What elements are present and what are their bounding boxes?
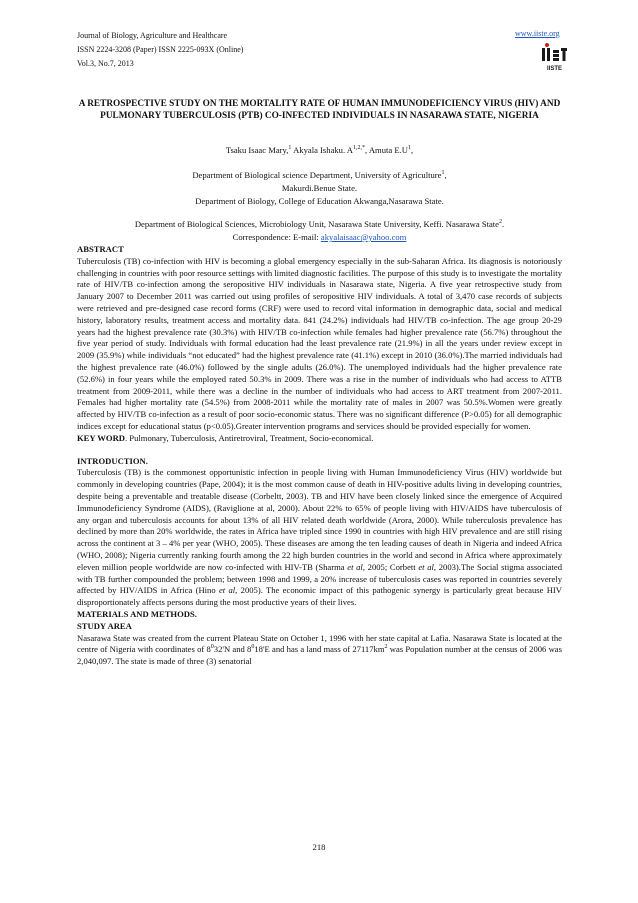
affiliation-3-sup: 2 xyxy=(499,219,503,226)
journal-volume: Vol.3, No.7, 2013 xyxy=(77,59,134,68)
author-1-sup: 1 xyxy=(288,145,292,152)
introduction-heading: INTRODUCTION. xyxy=(77,455,148,466)
study-text-c: 18'E and has a land mass of 27117km xyxy=(254,644,385,655)
affiliation-3 xyxy=(77,218,562,244)
email-link[interactable]: akyalaisaac@yahoo.com xyxy=(320,232,407,242)
iiste-logo xyxy=(541,42,568,72)
study-sup-1: 0 xyxy=(210,644,214,651)
introduction-paragraph xyxy=(77,467,562,609)
study-text-a: Nasarawa State was created from the current Plateau State on October 1, 1996 with her state capital at Lafia. Nasarawa State is located at the centre of Nigeria with coordinates of 8 xyxy=(77,632,562,655)
affiliation-2: Department of Biology, College of Education Akwanga,Nasarawa State. xyxy=(195,196,444,206)
affiliation-3-text: Department of Biological Sciences, Microbiology Unit, Nasarawa State University, Keffi. Nasarawa State xyxy=(134,219,500,229)
author-3: , Amuta E.U xyxy=(365,145,408,155)
correspondence-label: Correspondence: E-mail: xyxy=(232,232,321,242)
intro-etal-3: et al xyxy=(218,585,236,596)
journal-name: Journal of Biology, Agriculture and Healthcare xyxy=(77,31,228,40)
keywords-text: . Pulmonary, Tuberculosis, Antiretroviral, Treatment, Socio-economical. xyxy=(125,432,374,443)
affiliation-1-text: Department of Biological science Department, University of Agriculture xyxy=(192,170,442,180)
abstract-heading: ABSTRACT xyxy=(77,244,124,254)
author-2-sup: 1,2,* xyxy=(353,145,365,152)
keywords-label: KEY WORD xyxy=(77,432,125,443)
author-2: Akyala Ishaku. A xyxy=(291,145,353,155)
methods-heading: MATERIALS AND METHODS. xyxy=(77,608,197,619)
author-line xyxy=(77,144,562,157)
intro-text-a: Tuberculosis (TB) is the commonest opportunistic infection in people living with Human Immunodeficiency Virus (HIV) worldwide but commonly in developing countries (Pape, 2004); it is the most common cause of death in HIV-positive adults living in developing countries, despite being a preventable and treatable disease (Corbeltt, 2003). TB and HIV have been closely linked since the emergence of Acquired Immunodeficiency Syndrome (AIDS), (Raviglione at al, 2000). About 22% to 65% of people living with HIV/AIDS have tuberculosis of any organ and tuberculosis accounts for about 13% of all HIV related death worldwide (Arora, 2000). While tuberculosis prevalence has declined by more than 20% worldwide, the rates in Africa have tripled since 1990 in countries with high HIV prevalence and are still rising across the continent at 3 – 4% per year (WHO, 2005). These diseases are among the ten leading causes of death in Nigeria and indeed Africa (WHO, 2008); Nigeria currently ranking fourth among the 22 high burden countries in the world and second in Africa where approximately eleven million people worldwide are now co-infected with HIV-TB (Sharma xyxy=(77,467,562,572)
study-text-d: was Population number at the census of 2006 was 2,040,097. The state is made of three (3) senatorial xyxy=(77,644,562,667)
study-area-heading: STUDY AREA xyxy=(77,620,132,631)
author-3-sup: 1 xyxy=(407,145,411,152)
intro-etal-1: et al xyxy=(347,561,363,572)
affiliation-1-end: , xyxy=(444,170,447,180)
affiliation-3-end: . xyxy=(502,219,505,229)
abstract-text: Tuberculosis (TB) co-infection with HIV is becoming a global emergency especially in the sub-Saharan Africa. Its diagnosis is notoriously challenging in countries with poor resource settings with limited diagnostic facilities. The purpose of this study is to investigate the mortality rate of HIV/TB co-infection among the seropositive HIV individuals in Nasarawa state, Nigeria. A five year retrospective study from January 2007 to December 2011 was carried out using profiles of seropositive HIV individuals. A total of 3,470 case records of subjects were retrieved and pre-designed case record forms (CRF) were used to record vital information in demographic data, social and medical history, laboratory results, treatment access and mortality data. 841 (24.2%) individuals had HIV/TB co-infection. The age group 20-29 years had the highest prevalence rate (30.3%) with HIV/TB co-infection while females had higher prevalence rate (56.7%) throughout the five year period of study. Individuals with formal education had the least prevalence rate (21.9%) in all the years under review except in 2009 (35.9%) while individuals “not educated” had the highest prevalence rate (41.1%) except in 2010 (36.0%).The married individuals had the highest prevalence rate (46.0%) followed by the single adults (26.0%). The unemployed individuals had the higher prevalence rate (52.6%) in four years while the employed rated 50.3% in 2009. There was a rise in the number of individuals who had access to ATTB treatment from 2009-2011, while there was a decline in the number of individuals who had access to ART treatment from 2007-2011. Females had higher mortality rate (54.5%) from 2008-2011 while the mortality rate of males in 2007 was 50.5%.Women were greatly affected by HIV/TB co-infection as a result of poor socio-economic status. There was no significant difference (P>0.05) for all demographic indices except for educational status (p<0.05).Greater intervention programs and services should be provided especially for women. xyxy=(77,255,562,431)
study-text-b: 32'N and 8 xyxy=(213,644,252,655)
study-area-paragraph xyxy=(77,633,562,668)
affiliation-1 xyxy=(77,169,562,195)
author-1: Tsaku Isaac Mary, xyxy=(225,145,289,155)
article-title: A RETROSPECTIVE STUDY ON THE MORTALITY RATE OF HUMAN IMMUNODEFICIENCY VIRUS (HIV) AND PULMONARY TUBERCULOSIS (PTB) CO-INFECTED INDIVIDUALS IN NASARAWA STATE, NIGERIA xyxy=(78,99,561,121)
journal-url-link[interactable]: www.iiste.org xyxy=(515,29,560,38)
study-sup-2: 0 xyxy=(251,644,255,651)
journal-header xyxy=(77,29,243,71)
affiliation-1-sup: 1 xyxy=(441,170,445,177)
author-end: , xyxy=(410,145,414,155)
journal-issn: ISSN 2224-3208 (Paper) ISSN 2225-093X (Online) xyxy=(77,45,244,54)
study-sup-3: 2 xyxy=(384,644,388,651)
intro-text-d: , 2005). The economic impact of this pathogenic synergy is particularly great because HIV disproportionately affects persons during the most productive years of their lives. xyxy=(77,585,562,608)
keywords xyxy=(77,433,562,445)
intro-text-b: , 2005; Corbett xyxy=(362,561,419,572)
logo-text: IISTE xyxy=(546,66,563,72)
affiliation-1-city: Makurdi.Benue State. xyxy=(281,183,358,193)
intro-etal-2: et al xyxy=(418,561,434,572)
intro-text-c: , 2003).The Social stigma associated with TB further compounded the problem; between 1998 and 1999, a 20% increase of tuberculosis cases was reported in countries severely affected by HIV/AIDS in Africa (Hino xyxy=(77,561,562,596)
article-body xyxy=(77,98,562,668)
page-number: 218 xyxy=(312,842,326,852)
